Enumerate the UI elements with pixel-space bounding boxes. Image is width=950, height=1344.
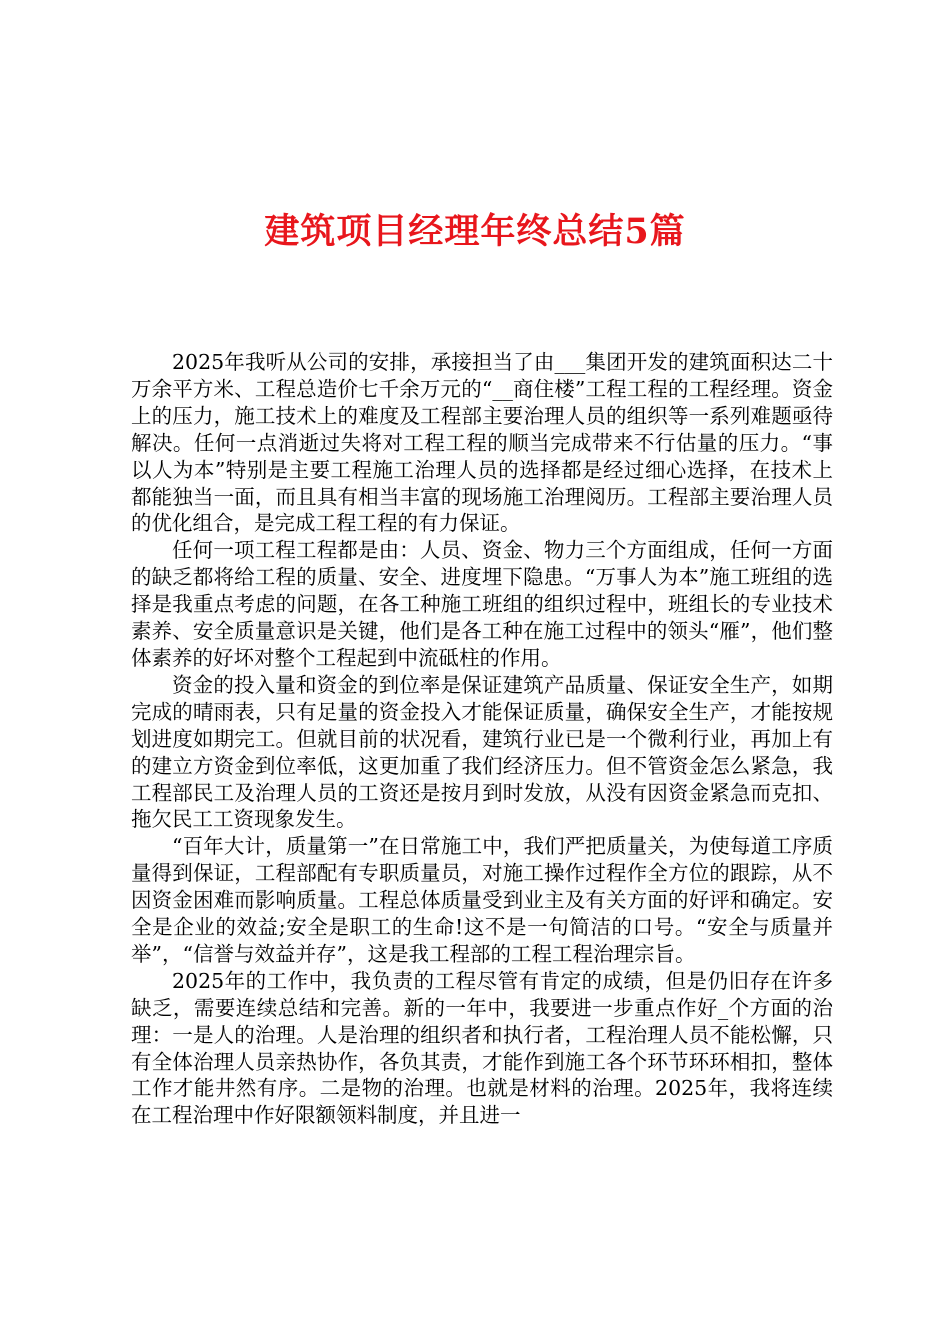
document-body <box>131 349 833 1169</box>
paragraph: 2025年我听从公司的安排，承接担当了由___集团开发的建筑面积达二十万余平方米、工程总造价七千余万元的“__商住楼”工程工程的工程经理。资金上的压力，施工技术上的难度及工程部主要治理人员的组织等一系列难题亟待解决。任何一点消逝过失将对工程工程的顺当完成带来不行估量的压力。“事以人为本”特别是主要工程施工治理人员的选择都是经过细心选择，在技术上都能独当一面，而且具有相当丰富的现场施工治理阅历。工程部主要治理人员的优化组合，是完成工程工程的有力保证。 <box>131 350 833 536</box>
paragraph: 2025年的工作中，我负责的工程尽管有肯定的成绩，但是仍旧存在许多缺乏，需要连续总结和完善。新的一年中，我要进一步重点作好_个方面的治理：一是人的治理。人是治理的组织者和执行者，工程治理人员不能松懈，只有全体治理人员亲热协作，各负其责，才能作到施工各个环节环环相扣，整体工作才能井然有序。二是物的治理。也就是材料的治理。2025年，我将连续在工程治理中作好限额领料制度，并且进一 <box>131 968 833 1128</box>
paragraph: 资金的投入量和资金的到位率是保证建筑产品质量、保证安全生产，如期完成的晴雨表，只有足量的资金投入才能保证质量，确保安全生产，才能按规划进度如期完工。但就目前的状况看，建筑行业已是一个微利行业，再加上有的建立方资金到位率低，这更加重了我们经济压力。但不管资金怎么紧急，我工程部民工及治理人员的工资还是按月到时发放，从没有因资金紧急而克扣、拖欠民工工资现象发生。 <box>131 672 833 832</box>
document-title: 建筑项目经理年终总结5篇 <box>264 211 686 252</box>
paragraph: 任何一项工程工程都是由：人员、资金、物力三个方面组成，任何一方面的缺乏都将给工程的质量、安全、进度埋下隐患。“万事人为本”施工班组的选择是我重点考虑的问题，在各工种施工班组的组织过程中，班组长的专业技术素养、安全质量意识是关键，他们是各工种在施工过程中的领头“雁”，他们整体素养的好坏对整个工程起到中流砥柱的作用。 <box>131 538 833 670</box>
paragraph: “百年大计，质量第一”在日常施工中，我们严把质量关，为使每道工序质量得到保证，工程部配有专职质量员，对施工操作过程作全方位的跟踪，从不因资金困难而影响质量。工程总体质量受到业主及有关方面的好评和确定。安全是企业的效益;安全是职工的生命!这不是一句简洁的口号。“安全与质量并举”，“信誉与效益并存”，这是我工程部的工程工程治理宗旨。 <box>131 834 833 966</box>
